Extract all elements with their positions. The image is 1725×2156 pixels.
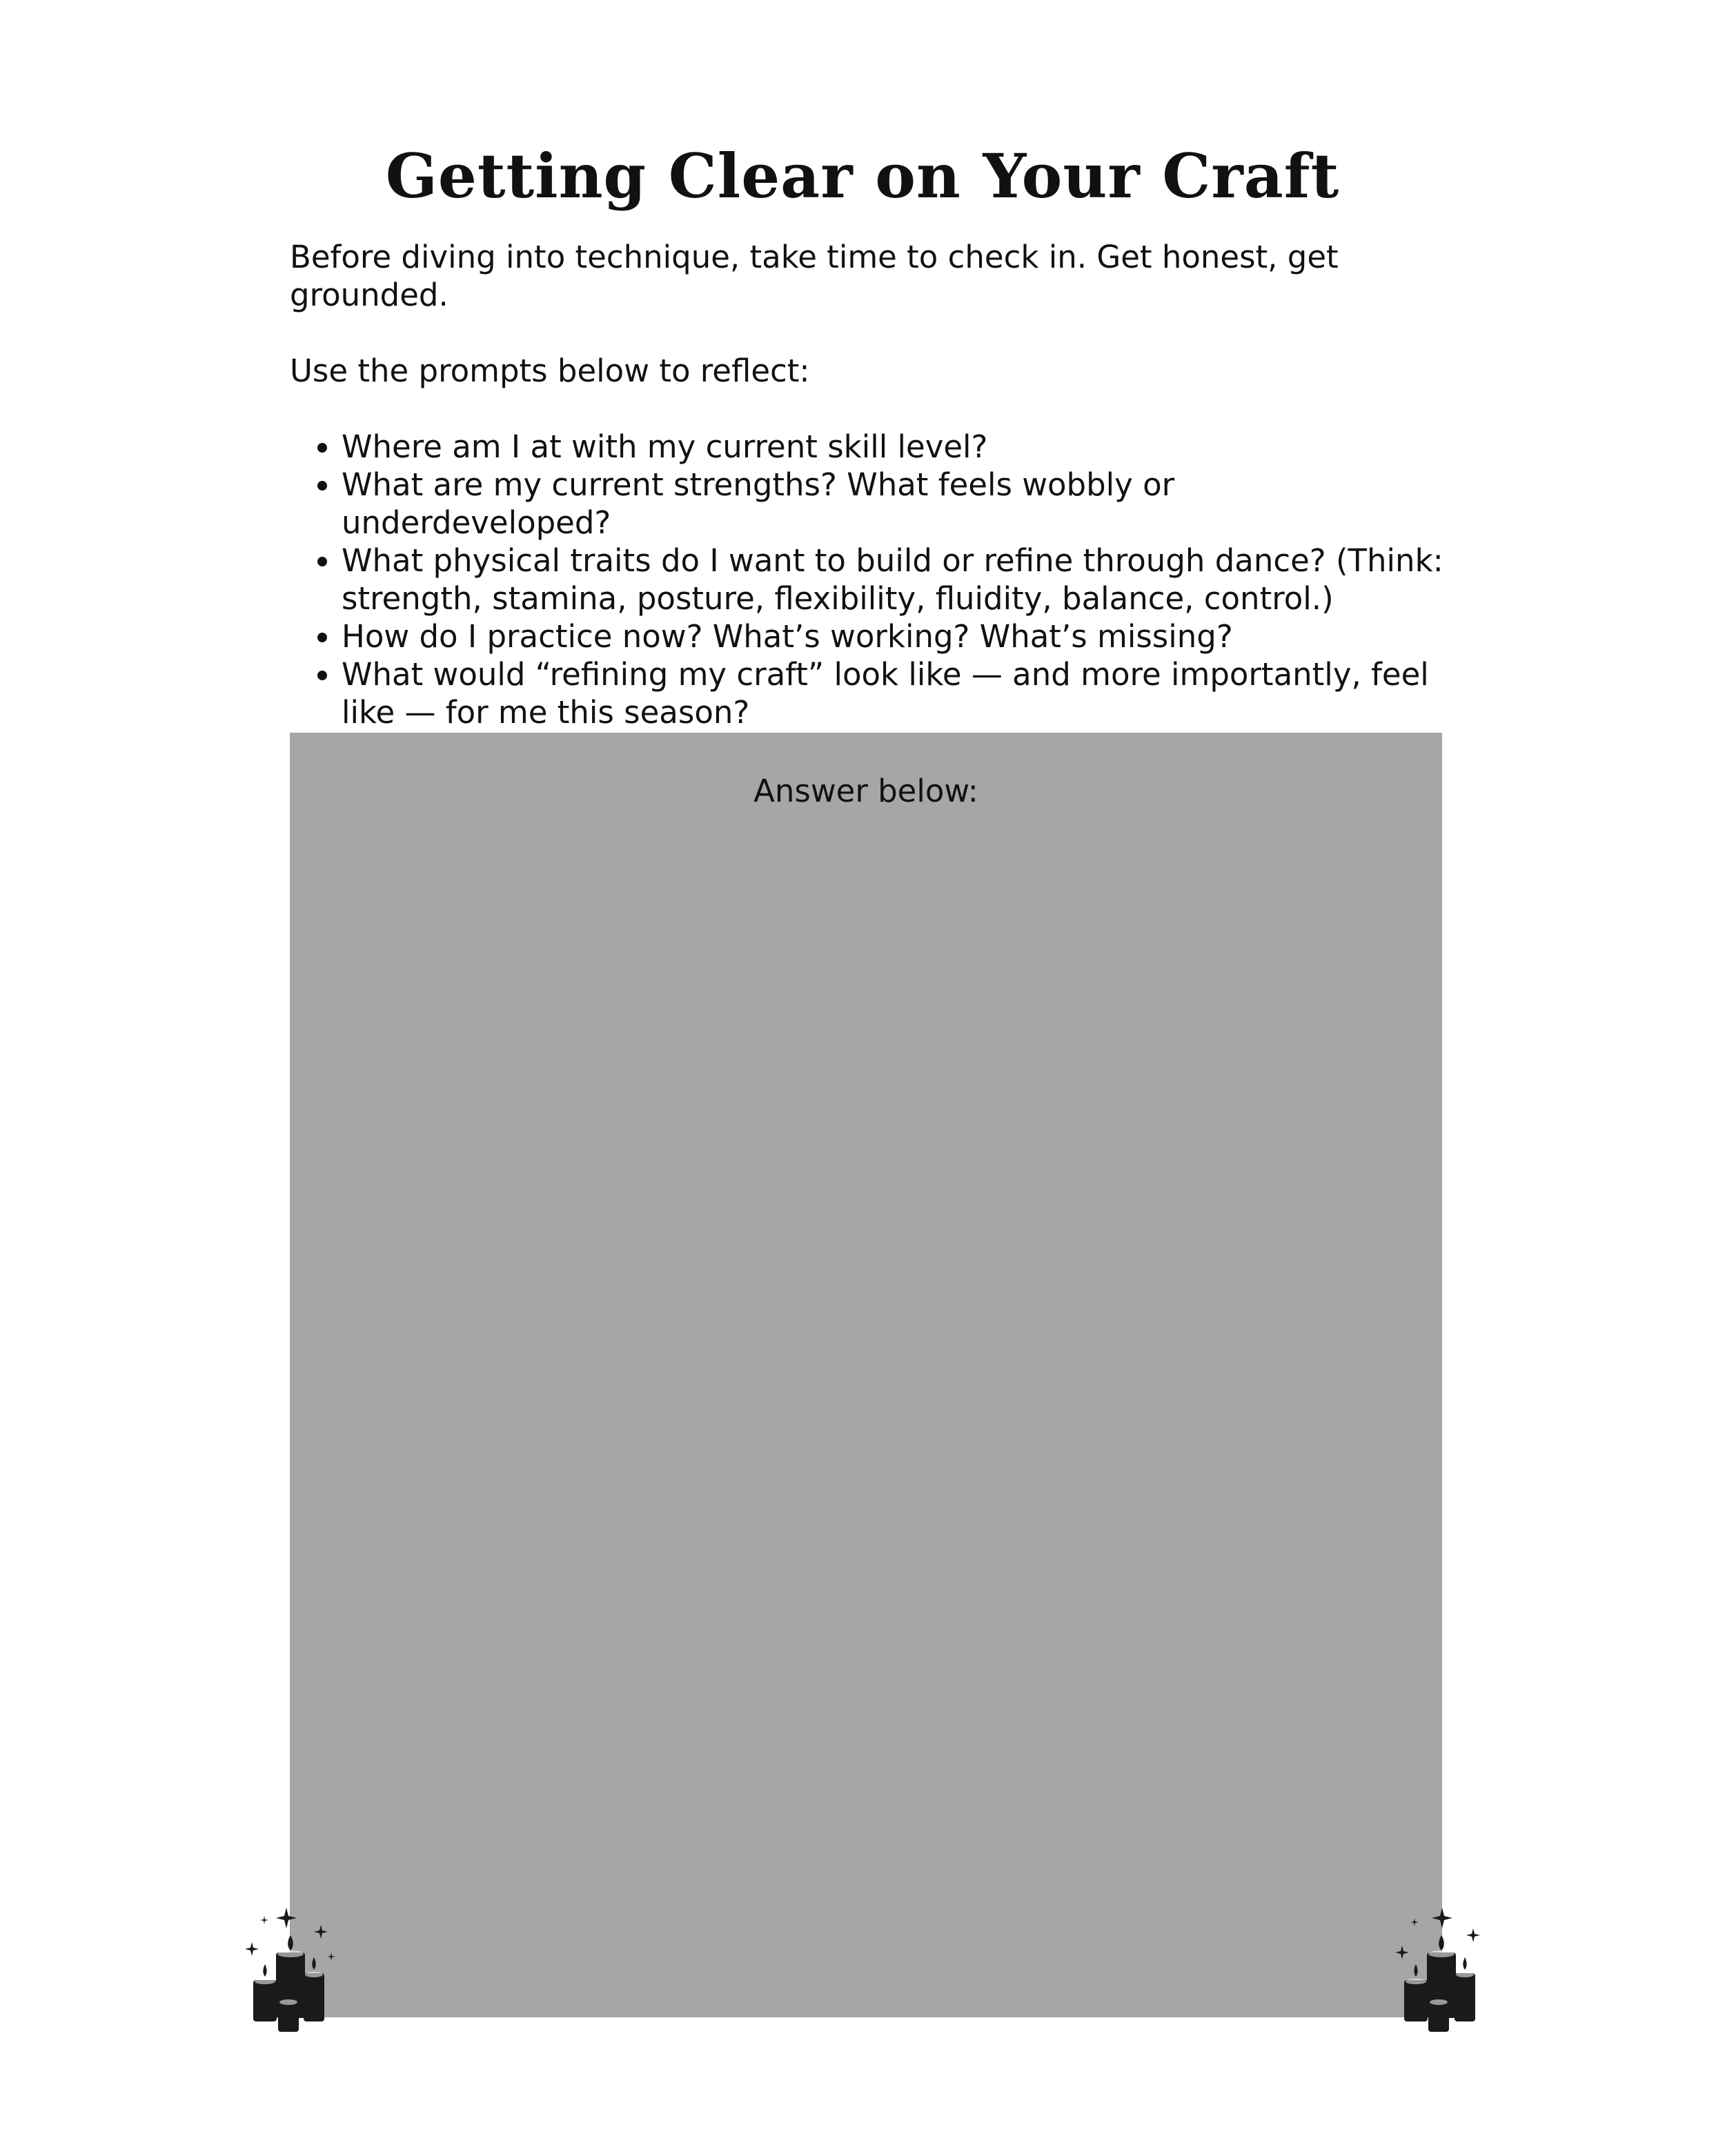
prompt-list	[290, 428, 1449, 731]
prompt-item: • What are my current strengths? What feels wobbly or underdeveloped?	[342, 466, 1449, 542]
intro-text: Before diving into technique, take time to check in. Get honest, get grounded.	[290, 239, 1339, 313]
prompt-item: • How do I practice now? What’s working? What’s missing?	[342, 617, 1449, 655]
prompt-item: • What would “refining my craft” look like — and more importantly, feel like — for me this season?	[342, 655, 1449, 731]
page-title: Getting Clear on Your Craft	[385, 140, 1340, 212]
prompt-item: • What physical traits do I want to build or refine through dance? (Think: strength, stamina, posture, flexibility, fluidity, balance, control.)	[342, 542, 1449, 617]
prompts-lead-text: Use the prompts below to reflect:	[290, 353, 810, 389]
candles-sparkles-icon	[238, 1887, 342, 2039]
answer-area[interactable]	[290, 733, 1442, 2017]
candles-sparkles-icon	[1387, 1887, 1490, 2039]
prompt-item: • Where am I at with my current skill level?	[342, 428, 1449, 466]
answer-label: Answer below:	[753, 773, 978, 809]
reflection-instructions	[290, 238, 1449, 731]
